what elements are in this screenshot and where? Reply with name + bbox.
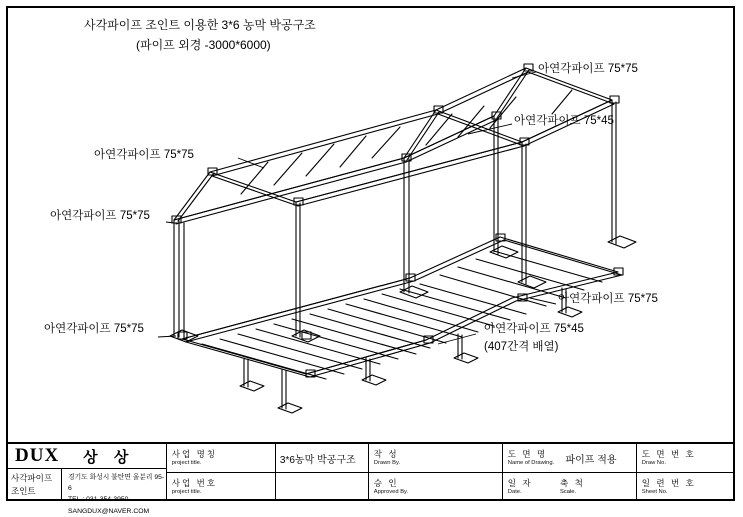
field-label-ko: 축 척 xyxy=(560,478,585,488)
project-values xyxy=(276,444,369,501)
field-drawn-by xyxy=(369,444,502,473)
callout-left-lower: 아연각파이프 75*75 xyxy=(44,323,144,335)
field-label-en: project title. xyxy=(171,459,202,466)
value-text: 3*6농막 박공구조 xyxy=(279,454,356,466)
callout-top-right-2: 아연각파이프 75*45 xyxy=(514,115,614,127)
field-label xyxy=(369,479,408,495)
field-project-number xyxy=(167,473,275,501)
field-label-ko: 도 면 명 xyxy=(507,448,548,459)
field-label-ko: 일 련 번 호 xyxy=(641,477,696,488)
drawing-title-line2: (파이프 외경 -3000*6000) xyxy=(136,38,271,52)
field-label-en: Sheet No. xyxy=(641,488,668,495)
brand-ko-line2: 조인트 xyxy=(11,485,36,496)
company-address: 경기도 화성시 불탄면 울분리 95-6 xyxy=(68,474,165,493)
field-label-en: Name of Drawing. xyxy=(507,459,555,466)
drawing-area xyxy=(6,6,735,442)
field-label-ko: 사업 명칭 xyxy=(171,448,218,459)
field-label-en: Scale. xyxy=(560,489,577,496)
field-label-ko: 도 면 번 호 xyxy=(641,448,696,459)
field-label-ko: 승 인 xyxy=(373,477,399,488)
company-detail-row xyxy=(6,469,166,515)
field-project-title xyxy=(167,444,275,473)
callout-bottom-mid-1: 아연각파이프 75*45 xyxy=(484,323,584,335)
callout-left-upper: 아연각파이프 75*75 xyxy=(94,149,194,161)
company-name-ko: 상 상 xyxy=(83,448,135,466)
approval-fields xyxy=(369,444,503,501)
value-project-title xyxy=(276,444,368,473)
field-label xyxy=(503,479,533,495)
value-text: 파이프 적용 xyxy=(565,454,617,466)
field-sheet-no xyxy=(637,473,735,501)
callout-bottom-mid-2: (407간격 배열) xyxy=(484,341,559,353)
value-project-number xyxy=(276,473,368,501)
company-logo-text: DUX xyxy=(15,445,60,466)
company-email: SANGDUX@NAVER.COM xyxy=(68,507,150,515)
field-approved-by xyxy=(369,473,502,501)
field-label-en: project title. xyxy=(171,488,202,495)
field-draw-no xyxy=(637,444,735,473)
company-tel: TEL.: 031-354-3950 xyxy=(68,496,129,504)
field-drawing-name xyxy=(503,444,636,473)
drawing-title-line1: 사각파이프 조인트 이용한 3*6 농막 박공구조 xyxy=(84,18,316,32)
brand-ko-line1: 사각파이프 xyxy=(11,473,53,483)
field-label xyxy=(167,479,217,495)
field-label xyxy=(503,450,554,466)
field-label-en: Date. xyxy=(507,488,522,495)
company-name-row xyxy=(6,444,166,469)
brand-ko xyxy=(6,469,62,501)
callout-right-lower: 아연각파이프 75*75 xyxy=(558,293,658,305)
company-logo-cell xyxy=(6,444,167,515)
title-block xyxy=(6,442,735,515)
project-fields xyxy=(167,444,276,501)
field-label xyxy=(369,450,400,466)
field-label-en: Approved By. xyxy=(373,488,409,495)
field-label-ko: 사업 번호 xyxy=(171,477,218,488)
callout-top-right-1: 아연각파이프 75*75 xyxy=(538,63,638,75)
field-label xyxy=(637,450,696,466)
callout-left-mid: 아연각파이프 75*75 xyxy=(50,210,150,222)
field-label-ko: 작 성 xyxy=(373,448,399,459)
field-label-en: Draw No. xyxy=(641,459,666,466)
field-label-en: Drawn By. xyxy=(373,459,401,466)
company-contact xyxy=(62,469,166,515)
field-scale xyxy=(560,478,585,497)
field-label xyxy=(637,479,696,495)
field-label xyxy=(167,450,217,466)
field-label-ko: 일 자 xyxy=(507,477,533,488)
sheet-fields xyxy=(637,444,735,501)
